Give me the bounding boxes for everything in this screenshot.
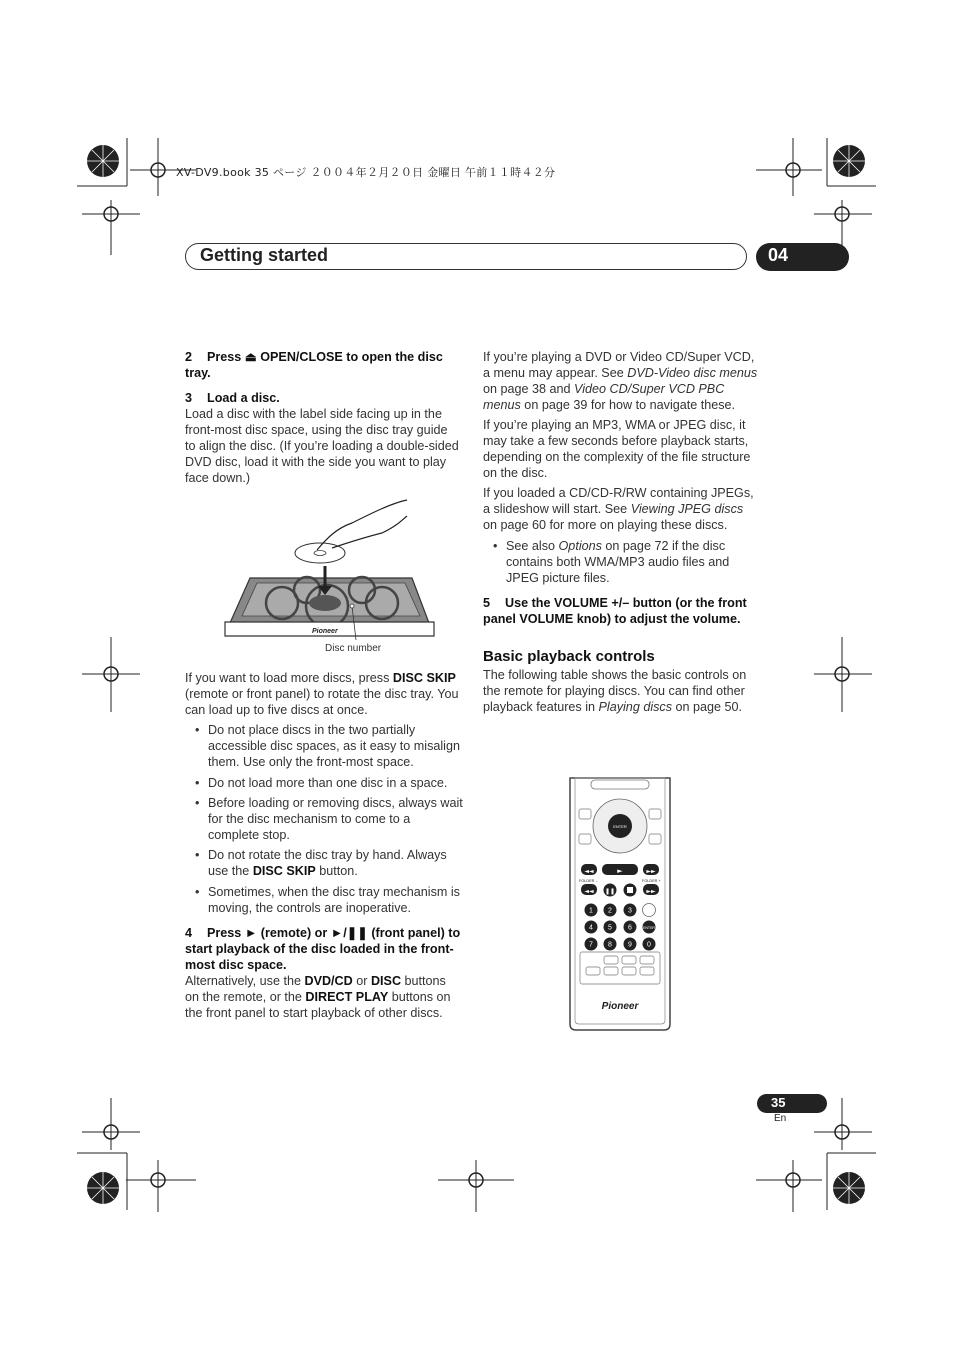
number-label: 3 <box>628 907 632 915</box>
enter2-label: ENTER <box>643 926 655 930</box>
more-discs-paragraph: If you want to load more discs, press DISC SKIP (remote or front panel) to rotate the disc tray. You can load up to five discs at once. <box>185 671 459 717</box>
number-label: 6 <box>628 924 632 932</box>
step-4-body: Alternatively, use the DVD/CD or DISC buttons on the remote, or the DIRECT PLAY buttons on the front panel to start playback of other discs. <box>185 974 451 1020</box>
step-3: 3 Load a disc. <box>185 391 280 405</box>
step-3-body: Load a disc with the label side facing up in the front-most disc space, using the disc tray guide to align the disc. (If you’re loading a double-sided DVD disc, load it with the side you want to play face down.) <box>185 407 459 485</box>
print-header: XV-DV9.book 35 ページ ２００４年２月２０日 金曜日 午前１１時４２分 <box>176 166 556 179</box>
dvd-menu-paragraph: If you’re playing a DVD or Video CD/Super VCD, a menu may appear. See DVD-Video disc menus on page 38 and Video CD/Super VCD PBC menus on page 39 for how to navigate these. <box>483 350 758 412</box>
bullet-item: • Sometimes, when the disc tray mechanism is moving, the controls are inoperative. <box>185 884 463 916</box>
next-icon: ►► <box>646 888 656 895</box>
number-label: 0 <box>647 941 651 949</box>
stop-icon <box>627 887 633 893</box>
bullet-item: • Before loading or removing discs, always wait for the disc mechanism to come to a complete stop. <box>185 795 463 843</box>
previous-icon: ◄◄ <box>584 888 594 895</box>
fast-forward-icon: ►► <box>646 868 656 875</box>
eject-icon: ⏏ <box>244 350 257 364</box>
step-5: 5 Use the VOLUME +/– button (or the front panel VOLUME knob) to adjust the volume. <box>483 596 747 626</box>
play-icon: ► <box>617 867 623 875</box>
bullet-item: • Do not load more than one disc in a space. <box>185 775 463 791</box>
number-label: 9 <box>628 941 632 949</box>
disc-tray-illustration <box>222 498 437 648</box>
mp3-paragraph: If you’re playing an MP3, WMA or JPEG disc, it may take a few seconds before playback starts, depending on the complexity of the file structure on the disc. <box>483 418 751 480</box>
page-number: 35 <box>771 1095 786 1110</box>
number-label: 4 <box>589 924 593 932</box>
bullet-item: • Do not place discs in the two partially accessible disc spaces, as it easy to misalign them. Use only the front-most space. <box>185 722 463 770</box>
section-title: Getting started <box>200 245 329 265</box>
right-column <box>483 349 759 715</box>
remote-control-illustration <box>566 776 674 1034</box>
enter-label: ENTER <box>613 824 627 829</box>
language-code: En <box>774 1113 787 1124</box>
pause-icon: ❚❚ <box>604 888 616 895</box>
bullet-item: • See also Options on page 72 if the disc contains both WMA/MP3 audio files and JPEG picture files. <box>483 538 759 586</box>
bullet-item: • Do not rotate the disc tray by hand. Always use the DISC SKIP button. <box>185 847 463 879</box>
remote-brand-logo: Pioneer <box>601 1001 639 1012</box>
page-number-badge <box>757 1094 827 1113</box>
rewind-icon: ◄◄ <box>584 868 594 875</box>
number-label: 8 <box>608 941 612 949</box>
step-2: 2 Press ⏏ OPEN/CLOSE to open the disc tray. <box>185 350 443 380</box>
figure-caption: Disc number <box>325 643 382 654</box>
chapter-badge <box>756 243 849 271</box>
folder-minus-label: FOLDER – <box>579 879 598 883</box>
jpeg-paragraph: If you loaded a CD/CD-R/RW containing JPEGs, a slideshow will start. See Viewing JPEG discs on page 60 for more on playing these discs. <box>483 486 754 532</box>
step-4: 4 Press ► (remote) or ►/❚❚ (front panel) to start playback of the disc loaded in the front-most disc space. <box>185 926 461 972</box>
left-column-lower <box>185 670 463 1021</box>
play-icon: ► <box>244 926 258 940</box>
player-brand-logo: Pioneer <box>312 628 338 635</box>
chapter-number: 04 <box>768 245 789 265</box>
section-title-bar <box>185 243 747 270</box>
play-pause-icon: ►/❚❚ <box>330 926 368 940</box>
number-label: 5 <box>608 924 612 932</box>
number-label: 2 <box>608 907 612 915</box>
number-label: 1 <box>589 907 593 915</box>
basic-controls-paragraph: The following table shows the basic controls on the remote for playing discs. You can find other playback features in Playing discs on page 50. <box>483 668 747 714</box>
number-label: 7 <box>589 941 593 949</box>
left-column <box>185 349 461 486</box>
folder-plus-label: FOLDER + <box>642 879 661 883</box>
section-heading: Basic playback controls <box>483 648 655 665</box>
